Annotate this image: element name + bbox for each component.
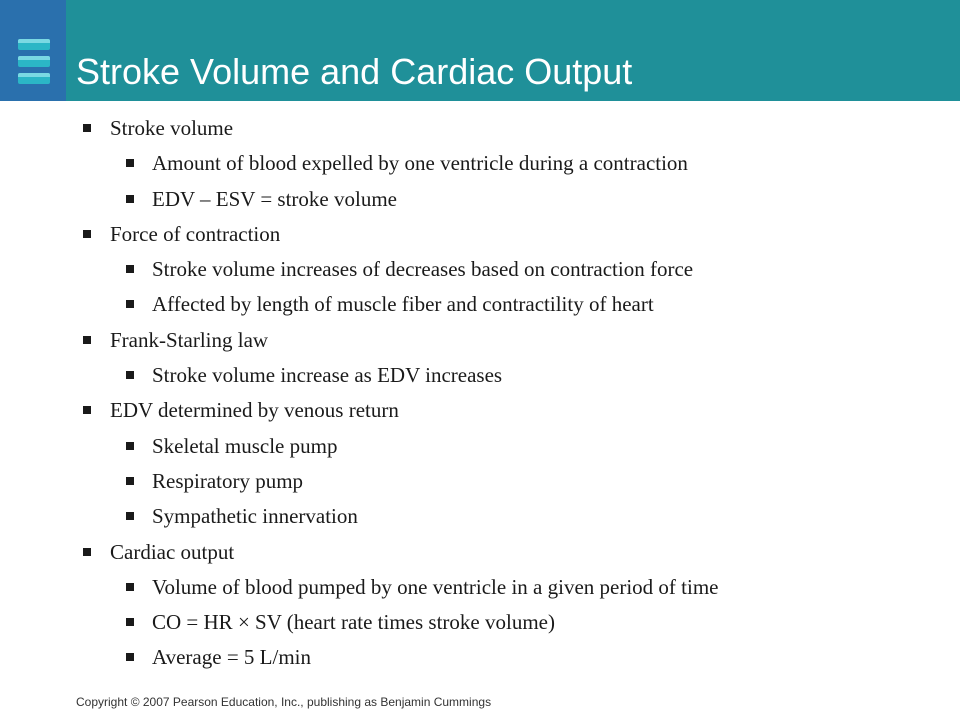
- bullet-text: Affected by length of muscle fiber and contractility of heart: [152, 292, 654, 317]
- stacked-bars-logo-icon: [18, 39, 50, 85]
- bullet-text: Sympathetic innervation: [152, 504, 358, 529]
- bullet-list: [0, 111, 960, 676]
- square-bullet-icon: [83, 336, 91, 344]
- sub-bullet-item: [0, 146, 960, 181]
- bullet-item: [0, 111, 960, 146]
- bullet-text: EDV determined by venous return: [110, 398, 399, 423]
- logo-bar-middle: [18, 56, 50, 67]
- copyright-footer: Copyright © 2007 Pearson Education, Inc., publishing as Benjamin Cummings: [76, 695, 492, 709]
- bullet-text: Average = 5 L/min: [152, 645, 311, 670]
- square-bullet-icon: [126, 442, 134, 450]
- logo-bar-top: [18, 39, 50, 50]
- bullet-text: Force of contraction: [110, 221, 281, 246]
- square-bullet-icon: [126, 583, 134, 591]
- bullet-text: Cardiac output: [110, 539, 235, 564]
- square-bullet-icon: [83, 548, 91, 556]
- square-bullet-icon: [126, 618, 134, 626]
- sub-bullet-item: [0, 464, 960, 499]
- bullet-text: CO = HR × SV (heart rate times stroke volume): [152, 610, 555, 635]
- square-bullet-icon: [126, 265, 134, 273]
- square-bullet-icon: [126, 512, 134, 520]
- bullet-item: [0, 323, 960, 358]
- header-side-panel: [0, 0, 66, 101]
- sub-bullet-item: [0, 358, 960, 393]
- bullet-text: Stroke volume increase as EDV increases: [152, 363, 503, 388]
- square-bullet-icon: [126, 159, 134, 167]
- bullet-text: Skeletal muscle pump: [152, 433, 338, 458]
- slide-title: Stroke Volume and Cardiac Output: [76, 51, 633, 92]
- bullet-text: Volume of blood pumped by one ventricle in a given period of time: [152, 574, 719, 599]
- sub-bullet-item: [0, 640, 960, 675]
- square-bullet-icon: [83, 230, 91, 238]
- sub-bullet-item: [0, 570, 960, 605]
- sub-bullet-item: [0, 182, 960, 217]
- bullet-text: Respiratory pump: [152, 468, 304, 493]
- square-bullet-icon: [126, 195, 134, 203]
- sub-bullet-item: [0, 605, 960, 640]
- bullet-text: EDV – ESV = stroke volume: [152, 186, 397, 211]
- bullet-item: [0, 393, 960, 428]
- sub-bullet-item: [0, 252, 960, 287]
- bullet-text: Stroke volume increases of decreases based on contraction force: [152, 257, 694, 282]
- sub-bullet-item: [0, 287, 960, 322]
- square-bullet-icon: [83, 124, 91, 132]
- square-bullet-icon: [126, 371, 134, 379]
- square-bullet-icon: [126, 653, 134, 661]
- sub-bullet-item: [0, 499, 960, 534]
- logo-bar-bottom: [18, 73, 50, 84]
- slide-header: [0, 0, 960, 101]
- bullet-text: Frank-Starling law: [110, 327, 269, 352]
- bullet-text: Stroke volume: [110, 116, 234, 140]
- square-bullet-icon: [83, 406, 91, 414]
- bullet-item: [0, 217, 960, 252]
- bullet-text: Amount of blood expelled by one ventricle during a contraction: [152, 151, 688, 176]
- sub-bullet-item: [0, 429, 960, 464]
- square-bullet-icon: [126, 477, 134, 485]
- bullet-item: [0, 535, 960, 570]
- square-bullet-icon: [126, 300, 134, 308]
